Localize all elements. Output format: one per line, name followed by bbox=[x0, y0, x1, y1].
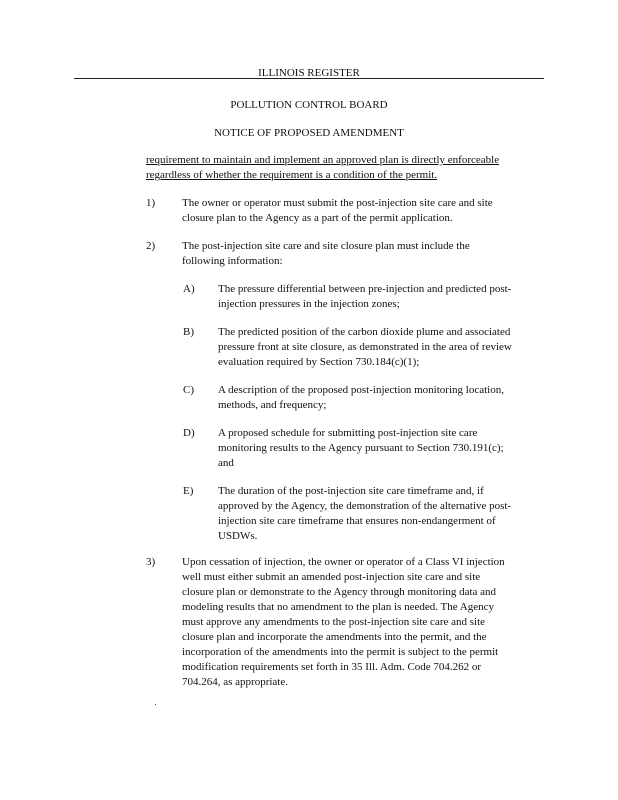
subitem-b-line-2: pressure front at site closure, as demonstrated in the area of review bbox=[218, 341, 512, 353]
item-3-line-6: closure plan and incorporate the amendments into the permit, and the bbox=[182, 631, 487, 643]
item-3-line-4: modeling results that no amendment to the plan is needed. The Agency bbox=[182, 601, 495, 613]
subitem-d-line-1: A proposed schedule for submitting post-injection site care bbox=[218, 427, 478, 439]
subitem-d-line-2: monitoring results to the Agency pursuant to Section 730.191(c); bbox=[218, 442, 504, 454]
intro-line-2: regardless of whether the requirement is a condition of the permit. bbox=[146, 169, 438, 181]
subitem-b-line-3: evaluation required by Section 730.184(c)(1); bbox=[218, 356, 420, 368]
item-3-line-1: Upon cessation of injection, the owner or operator of a Class VI injection bbox=[182, 556, 505, 568]
item-3-line-3: closure plan or demonstrate to the Agency through monitoring data and bbox=[182, 586, 497, 598]
subitem-e-line-3: injection site care timeframe that ensures non-endangerment of bbox=[218, 515, 496, 527]
subitem-d-label: D) bbox=[183, 427, 195, 439]
subitem-c-line-2: methods, and frequency; bbox=[218, 399, 327, 411]
item-3-line-8: modification requirements set forth in 35 Ill. Adm. Code 704.262 or bbox=[182, 661, 482, 673]
notice-title: NOTICE OF PROPOSED AMENDMENT bbox=[214, 127, 404, 139]
board-name: POLLUTION CONTROL BOARD bbox=[230, 99, 388, 111]
register-title: ILLINOIS REGISTER bbox=[258, 67, 360, 79]
item-2-line-2: following information: bbox=[182, 255, 283, 267]
item-3-line-2: well must either submit an amended post-injection site care and site bbox=[182, 571, 481, 583]
item-1-line-1: The owner or operator must submit the post-injection site care and site bbox=[182, 197, 493, 209]
item-3-line-5: must approve any amendments to the post-injection site care and site bbox=[182, 616, 486, 628]
subitem-c-label: C) bbox=[183, 384, 194, 396]
subitem-e-label: E) bbox=[183, 485, 194, 497]
subitem-a-line-1: The pressure differential between pre-injection and predicted post- bbox=[218, 283, 512, 295]
item-3-line-7: incorporation of the amendments into the permit is subject to the permit bbox=[182, 646, 499, 658]
item-1-number: 1) bbox=[146, 197, 156, 209]
subitem-e-line-2: approved by the Agency, the demonstration of the alternative post- bbox=[218, 500, 512, 512]
subitem-d-line-3: and bbox=[218, 457, 234, 469]
subitem-a-line-2: injection pressures in the injection zones; bbox=[218, 298, 400, 310]
scan-speck bbox=[155, 704, 156, 705]
item-3-line-9: 704.264, as appropriate. bbox=[182, 676, 288, 688]
intro-line-1: requirement to maintain and implement an approved plan is directly enforceable bbox=[146, 154, 500, 166]
item-3-number: 3) bbox=[146, 556, 156, 568]
subitem-e-line-1: The duration of the post-injection site care timeframe and, if bbox=[218, 485, 484, 497]
subitem-e-line-4: USDWs. bbox=[218, 530, 258, 542]
header-rule bbox=[74, 78, 544, 79]
item-1-line-2: closure plan to the Agency as a part of the permit application. bbox=[182, 212, 453, 224]
item-2-number: 2) bbox=[146, 240, 156, 252]
item-2-line-1: The post-injection site care and site closure plan must include the bbox=[182, 240, 470, 252]
subitem-c-line-1: A description of the proposed post-injection monitoring location, bbox=[218, 384, 504, 396]
subitem-b-label: B) bbox=[183, 326, 194, 338]
subitem-b-line-1: The predicted position of the carbon dioxide plume and associated bbox=[218, 326, 511, 338]
subitem-a-label: A) bbox=[183, 283, 195, 295]
